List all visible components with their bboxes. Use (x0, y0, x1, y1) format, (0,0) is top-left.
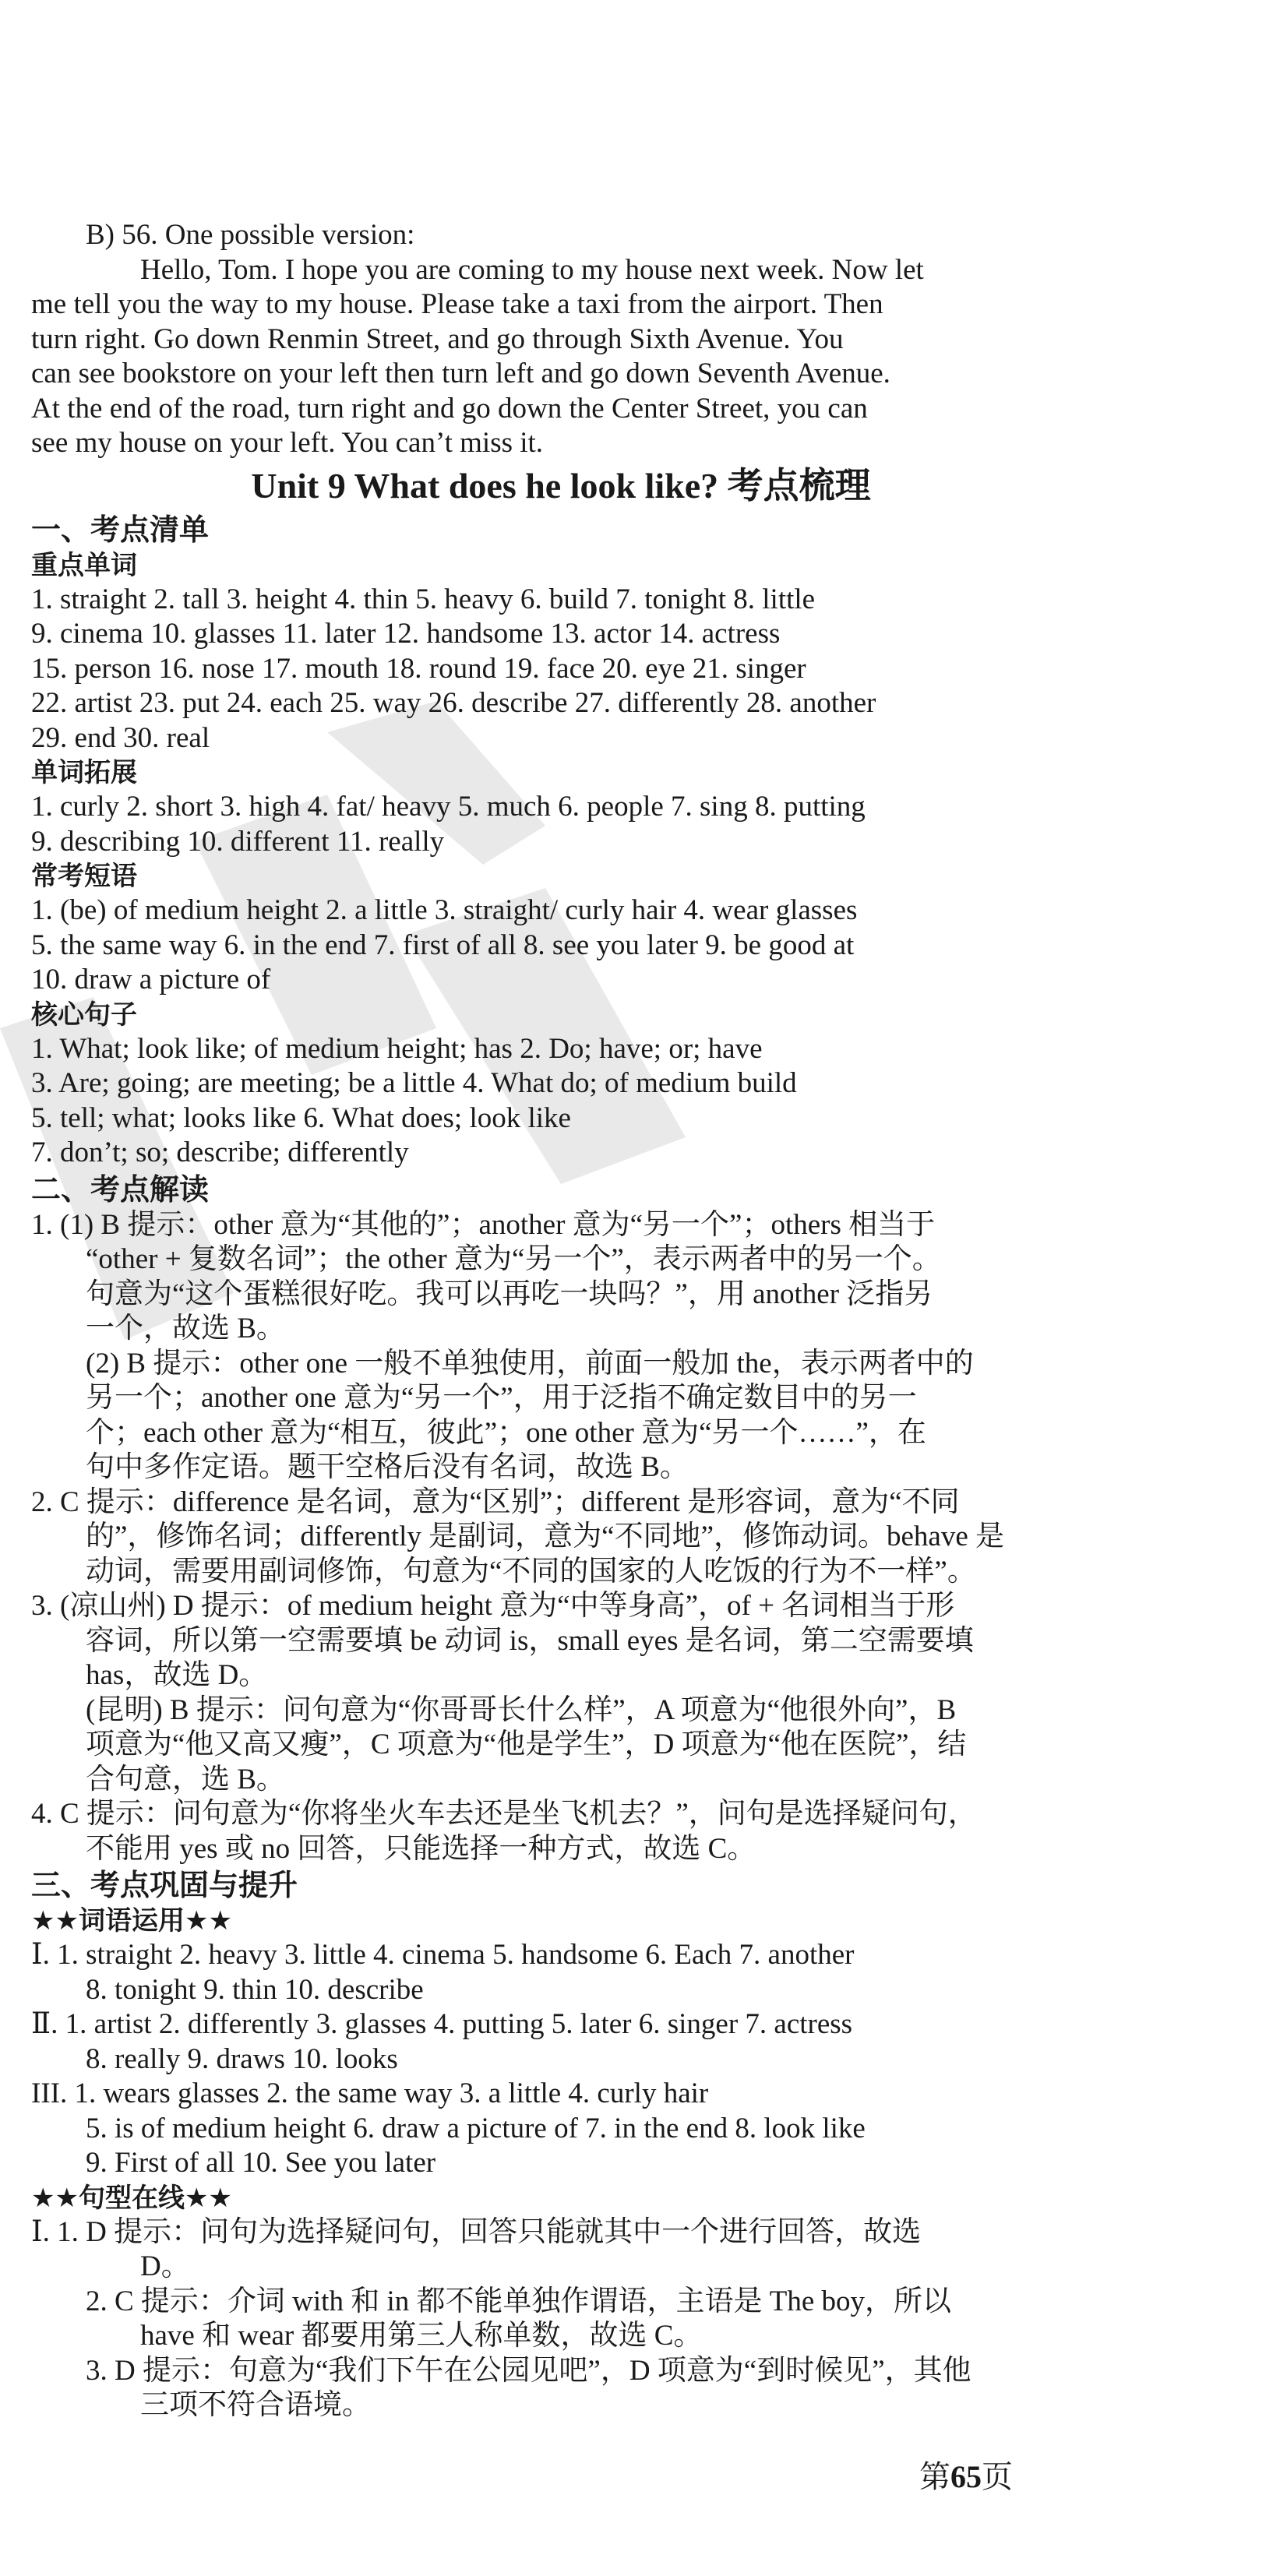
text-line: 4. C 提示：问句意为“你将坐火车去还是坐飞机去？”，问句是选择疑问句， (31, 1798, 977, 1830)
text-line: 7. don’t; so; describe; differently (31, 1136, 409, 1168)
text-line: have 和 wear 都要用第三人称单数，故选 C。 (140, 2320, 703, 2352)
text-line: B) 56. One possible version: (86, 219, 415, 251)
text-line: 3. D 提示：句意为“我们下午在公园见吧”，D 项意为“到时候见”，其他 (86, 2354, 971, 2387)
section-2-heading: 二、考点解读 (31, 1172, 210, 1207)
vocab-heading: 重点单词 (31, 549, 137, 581)
text-line: 22. artist 23. put 24. each 25. way 26. describe 27. differently 28. another (31, 687, 876, 719)
text-line: 5. tell; what; looks like 6. What does; look like (31, 1101, 571, 1134)
text-line: 1. straight 2. tall 3. height 4. thin 5. heavy 6. build 7. tonight 8. little (31, 583, 816, 615)
text-line: 9. describing 10. different 11. really (31, 825, 445, 858)
text-line: 5. the same way 6. in the end 7. first of all 8. see you later 9. be good at (31, 929, 855, 961)
text-line: III. 1. wears glasses 2. the same way 3. a little 4. curly hair (31, 2077, 709, 2109)
text-line: 29. end 30. real (31, 721, 210, 754)
sentence-patterns-heading: ★★句型在线★★ (31, 2182, 232, 2214)
text-line: 另一个；another one 意为“另一个”，用于泛指不确定数目中的另一 (86, 1382, 917, 1414)
sentence-list (31, 1032, 1060, 1171)
text-line: 不能用 yes 或 no 回答，只能选择一种方式，故选 C。 (86, 1832, 756, 1865)
section-3-heading: 三、考点巩固与提升 (31, 1868, 298, 1902)
text-line: 1. curly 2. short 3. high 4. fat/ heavy 5. much 6. people 7. sing 8. putting (31, 791, 866, 823)
text-line: 2. C 提示：介词 with 和 in 都不能单独作谓语，主语是 The boy，所以 (86, 2285, 952, 2317)
text-line: 10. draw a picture of (31, 964, 271, 996)
text-line: 个；each other 意为“相互，彼此”；one other 意为“另一个……”，在 (86, 1416, 926, 1449)
text-line: 9. cinema 10. glasses 11. later 12. handsome 13. actor 14. actress (31, 618, 781, 650)
answer-page (31, 218, 1060, 2423)
text-line: 容词，所以第一空需要填 be 动词 is，small eyes 是名词，第二空需要填 (86, 1624, 974, 1657)
text-line: “other + 复数名词”；the other 意为“另一个”，表示两者中的另一个。 (86, 1243, 941, 1275)
word-extension-heading: 单词拓展 (31, 757, 137, 788)
text-line: D。 (140, 2250, 190, 2282)
text-line: 9. First of all 10. See you later (86, 2147, 436, 2179)
text-line: At the end of the road, turn right and go down the Center Street, you can (31, 392, 868, 425)
page-number: 第65页 (919, 2459, 1013, 2494)
text-line: 15. person 16. nose 17. mouth 18. round 19. face 20. eye 21. singer (31, 652, 806, 685)
sentences-heading: 核心句子 (31, 999, 137, 1031)
text-line: (2) B 提示：other one 一般不单独使用，前面一般加 the，表示两者中的 (86, 1347, 974, 1380)
text-line: 的”，修饰名词；differently 是副词，意为“不同地”，修饰动词。behave 是 (86, 1521, 1005, 1552)
text-line: (昆明) B 提示：问句意为“你哥哥长什么样”，A 项意为“他很外向”，B (86, 1693, 957, 1726)
text-line: 3. (凉山州) D 提示：of medium height 意为“中等身高”，of + 名词相当于形 (31, 1590, 955, 1622)
explanation-list (31, 1208, 1060, 1867)
phrase-list (31, 893, 1060, 998)
text-line: 三项不符合语境。 (140, 2389, 371, 2421)
text-line: Ⅱ. 1. artist 2. differently 3. glasses 4. putting 5. later 6. singer 7. actress (31, 2008, 853, 2040)
text-line: 8. tonight 9. thin 10. describe (86, 1973, 424, 2006)
vocab-list (31, 583, 1060, 756)
word-extension-list (31, 790, 1060, 859)
text-line: 动词，需要用副词修饰，句意为“不同的国家的人吃饭的行为不一样”。 (86, 1555, 976, 1588)
text-line: 项意为“他又高又瘦”，C 项意为“他是学生”，D 项意为“他在医院”，结 (86, 1728, 967, 1760)
text-line: 1. (be) of medium height 2. a little 3. straight/ curly hair 4. wear glasses (31, 894, 858, 926)
text-line: 8. really 9. draws 10. looks (86, 2042, 398, 2075)
text-line: Ⅰ. 1. D 提示：问句为选择疑问句，回答只能就其中一个进行回答，故选 (31, 2215, 922, 2248)
text-line: 1. (1) B 提示：other 意为“其他的”；another 意为“另一个”；others 相当于 (31, 1208, 936, 1241)
text-line: 3. Are; going; are meeting; be a little 4. What do; of medium build (31, 1067, 797, 1099)
text-line: 句中多作定语。题干空格后没有名词，故选 B。 (86, 1451, 689, 1483)
text-line: turn right. Go down Renmin Street, and go through Sixth Avenue. You (31, 322, 844, 355)
word-usage-heading: ★★词语运用★★ (31, 1905, 232, 1936)
text-line: see my house on your left. You can’t miss it. (31, 427, 544, 459)
text-line: 2. C 提示：difference 是名词，意为“区别”；different 是形容词，意为“不同 (31, 1485, 960, 1518)
unit-title: Unit 9 What does he look like? 考点梳理 (251, 465, 871, 506)
sentence-pattern-list (31, 2215, 1060, 2423)
text-line: Hello, Tom. I hope you are coming to my house next week. Now let (140, 253, 924, 286)
text-line: me tell you the way to my house. Please take a taxi from the airport. Then (31, 288, 883, 320)
text-line: 合句意，选 B。 (86, 1763, 285, 1795)
phrases-heading: 常考短语 (31, 861, 137, 892)
text-line: 5. is of medium height 6. draw a picture of 7. in the end 8. look like (86, 2112, 866, 2144)
text-line: 1. What; look like; of medium height; has 2. Do; have; or; have (31, 1032, 763, 1065)
text-line: Ⅰ. 1. straight 2. heavy 3. little 4. cinema 5. handsome 6. Each 7. another (31, 1939, 855, 1971)
text-line: can see bookstore on your left then turn left and go down Seventh Avenue. (31, 358, 890, 389)
text-line: 一个，故选 B。 (86, 1313, 285, 1344)
text-line: 句意为“这个蛋糕很好吃。我可以再吃一块吗？”，用 another 泛指另 (86, 1277, 933, 1310)
text-line: has，故选 D。 (86, 1659, 268, 1691)
section-1-heading: 一、考点清单 (31, 512, 210, 547)
word-usage-list (31, 1938, 1060, 2181)
essay-answer (31, 218, 1060, 461)
